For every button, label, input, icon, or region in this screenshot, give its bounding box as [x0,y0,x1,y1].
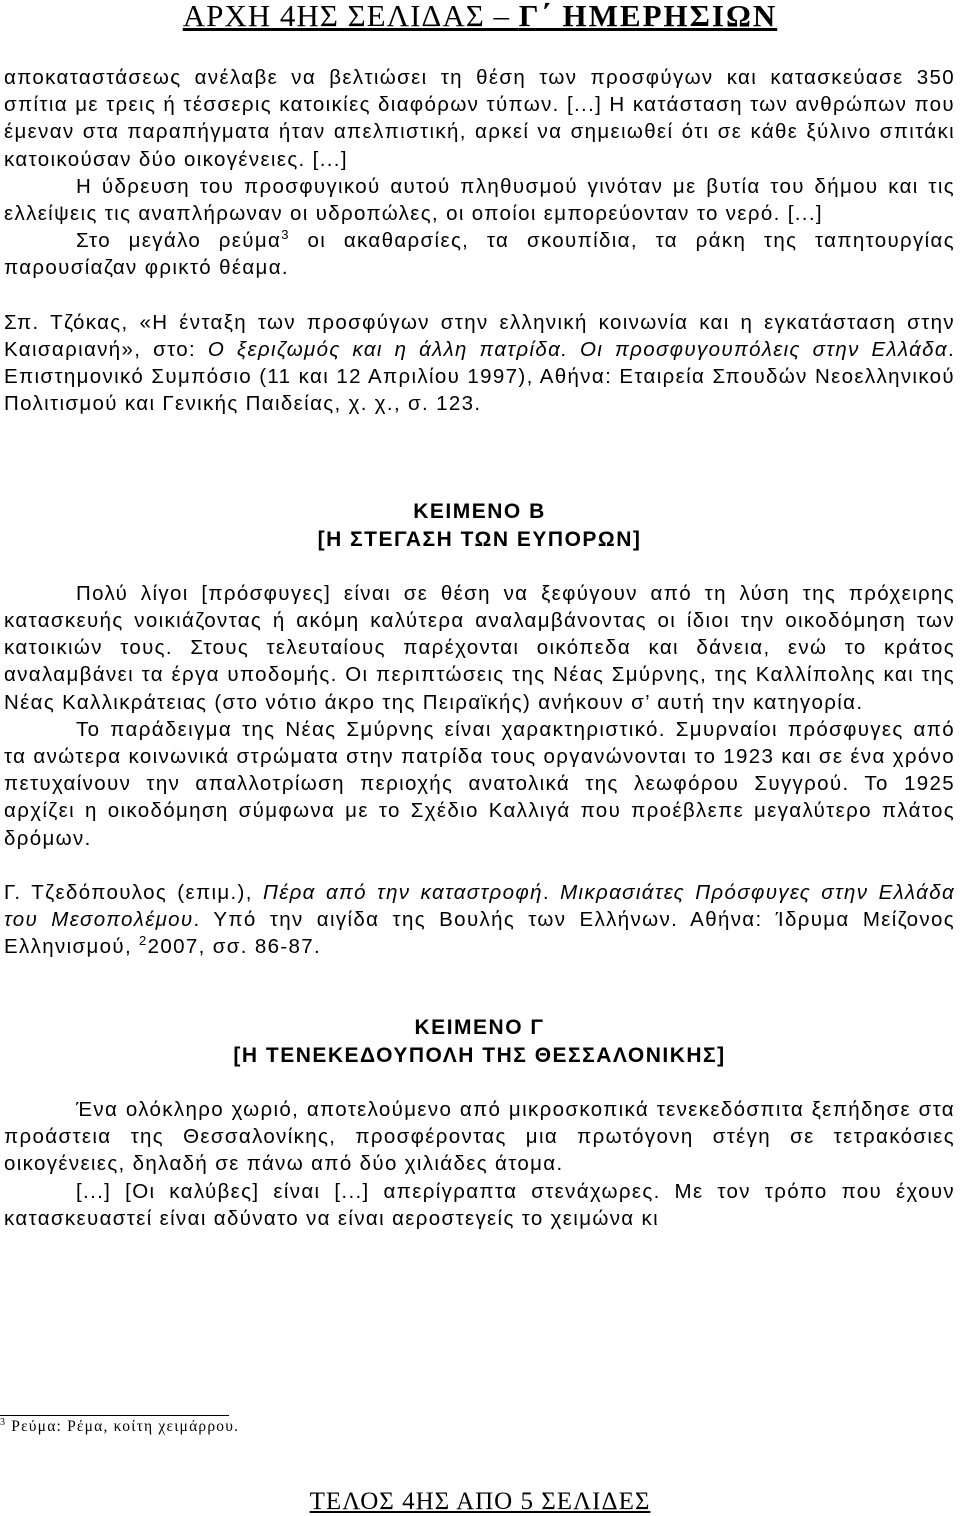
text-c-paragraph-1: Ένα ολόκληρο χωριό, αποτελούμενο από μικροσκοπικά τενεκεδόσπιτα ξεπήδησε στα προάστεια της Θεσσαλονίκης, προσφέροντας μια πρωτόγονη στέγη σε τετρακόσιες οικογένειες, δηλαδή σε πάνω από δύο χιλιάδες άτομα. [4,1097,955,1176]
footnote-number: 3 [0,1416,7,1428]
text-b-source-pre: Γ. Τζεδόπουλος (επιμ.), [4,880,264,904]
text-b-source [4,879,955,961]
footnote-divider [0,1415,229,1416]
text-b-paragraph-1: Πολύ λίγοι [πρόσφυγες] είναι σε θέση να ξεφύγουν από τη λύση της πρόχειρης κατασκευής νοικιάζοντας ή ακόμη καλύτερα αναλαμβάνοντας οι ίδιοι την οικοδόμηση των κατοικιών τους. Στους τελευταίους παρέχονται οικόπεδα και δάνεια, ενώ το κράτος αναλαμβάνει τα έργα υποδομής. Οι περιπτώσεις της Νέας Σμύρνης, της Καλλίπολης και της Νέας Καλλικράτειας (στο νότιο άκρο της Πειραϊκής) ανήκουν σ’ αυτή την κατηγορία. [4,581,955,714]
text-b-source-end: 2007, σσ. 86-87. [147,935,322,959]
text-a-source [4,309,955,418]
text-c-title: ΚΕΙΜΕΝΟ Γ [414,1016,545,1040]
text-c-paragraph-2: [...] [Οι καλύβες] είναι [...] απερίγραπτα στενάχωρες. Με τον τρόπο που έχουν κατασκευαστεί είναι αδύνατο να είναι αεροστεγείς το χειμώνα κι [4,1179,955,1230]
text-a-p3-after: οι ακαθαρσίες, τα σκουπίδια, τα ράκη της ταπητουργίας παρουσίαζαν φρικτό θέαμα. [4,229,955,280]
header-emphasis: Γ΄ ΗΜΕΡΗΣΙΩΝ [518,0,778,33]
text-c-subtitle: [Η ΤΕΝΕΚΕΔΟΥΠΟΛΗ ΤΗΣ ΘΕΣΣΑΛΟΝΙΚΗΣ] [233,1043,726,1067]
text-b-subtitle: [Η ΣΤΕΓΑΣΗ ΤΩΝ ΕΥΠΟΡΩΝ] [317,527,642,551]
text-a-source-post: . Επιστημονικό Συμπόσιο (11 και 12 Απριλίου 1997), Αθήνα: Εταιρεία Σπουδών Νεοελληνικού Πολιτισμού και Γενικής Παιδείας, χ. χ., σ. 123. [4,337,955,416]
text-b-source-title-2: Μικρασιάτες Πρόσφυγες στην Ελλάδα του Μεσοπολέμου [4,880,955,932]
page-footer: ΤΕΛΟΣ 4ΗΣ ΑΠΟ 5 ΣΕΛΙΔΕΣ [309,1488,651,1515]
text-a-paragraph-1: αποκαταστάσεως ανέλαβε να βελτιώσει τη θέση των προσφύγων και κατασκεύασε 350 σπίτια με τρεις ή τέσσερις κατοικίες διαφόρων τύπων. [...] Η κατάσταση των ανθρώπων που έμεναν στα παραπήγματα ήταν απελπιστική, αρκεί να σημειωθεί ότι σε κάθε ξύλινο σπιτάκι κατοικούσαν δύο οικογένειες. [...] [4,66,955,171]
text-b-title: ΚΕΙΜΕΝΟ Β [413,500,546,524]
footnote-text: Ρεύμα: Ρέμα, κοίτη χειμάρρου. [6,1418,240,1435]
text-a-paragraph-3 [4,227,955,281]
text-b-source-post: . Υπό την αιγίδα της Βουλής των Ελλήνων. Αθήνα: Ίδρυμα Μείζονος Ελληνισμού, [4,908,955,959]
text-a-source-pre: Σπ. Τζόκας, «Η ένταξη των προσφύγων στην ελληνική κοινωνία και η εγκατάσταση στην Καισαριανή», στο: [4,310,955,361]
text-a-paragraph-2: Η ύδρευση του προσφυγικού αυτού πληθυσμού γινόταν με βυτία του δήμου και τις ελλείψεις τις αναπλήρωναν οι υδροπώλες, οι οποίοι εμπορεύονταν το νερό. [...] [4,174,955,226]
text-a-source-title: Ο ξεριζωμός και η άλλη πατρίδα. Οι προσφυγουπόλεις στην Ελλάδα [207,337,948,361]
header-prefix: ΑΡΧΗ 4ΗΣ ΣΕΛΙΔΑΣ – [182,0,519,33]
edition-superscript: 2 [139,933,148,949]
footnote [0,1418,239,1436]
text-a-p3-before: Στο μεγάλο ρεύμα [76,229,282,253]
text-b-source-title-1: Πέρα από την καταστροφή [263,880,543,904]
text-b-paragraph-2: Το παράδειγμα της Νέας Σμύρνης είναι χαρακτηριστικό. Σμυρναίοι πρόσφυγες από τα ανώτερα κοινωνικά στρώματα στην πατρίδα τους οργανώνονται το 1923 και σε ένα χρόνο πετυχαίνουν την απαλλοτρίωση περιοχής ανατολικά της λεωφόρου Συγγρού. Το 1925 αρχίζει η οικοδόμηση σύμφωνα με το Σχέδιο Καλλιγά που προέβλεπε μεγαλύτερο πλάτος δρόμων. [4,717,955,850]
text-b-source-mid: . [542,880,561,904]
footnote-ref: 3 [281,227,290,243]
page-header [0,0,960,34]
document-body [4,64,955,1232]
